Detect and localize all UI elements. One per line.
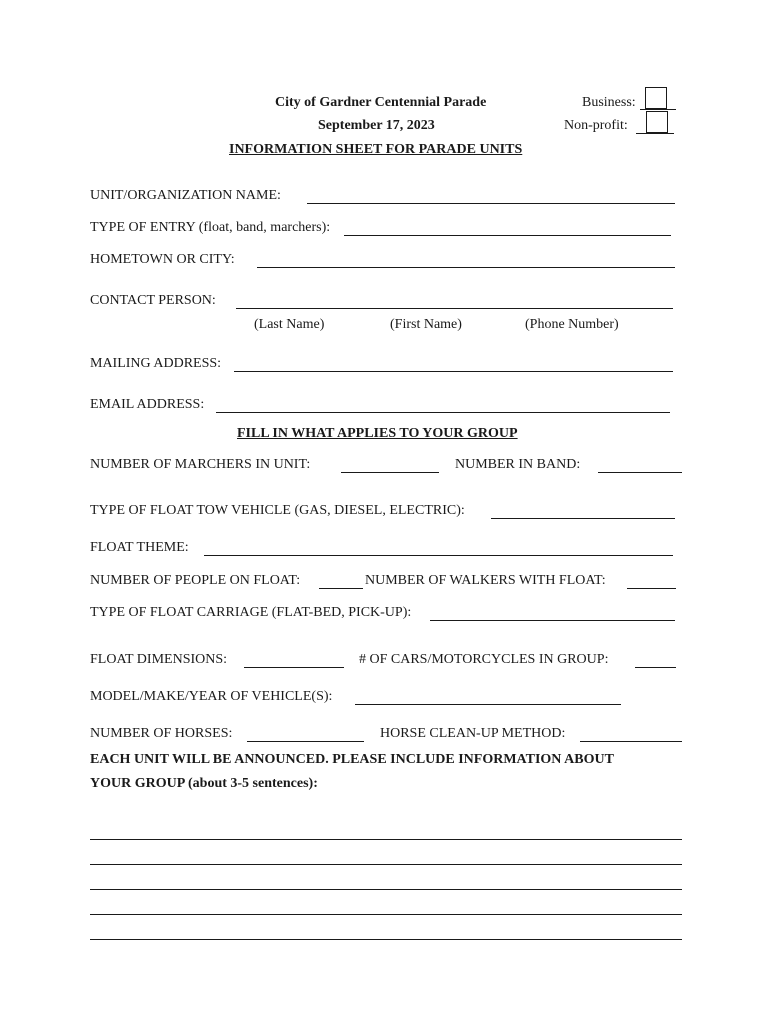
contact-person-field[interactable]	[236, 308, 673, 309]
description-line-2[interactable]	[90, 864, 682, 865]
last-name-caption: (Last Name)	[254, 317, 325, 332]
tow-vehicle-field[interactable]	[491, 518, 675, 519]
business-underline	[640, 109, 676, 110]
vehicle-info-label: MODEL/MAKE/YEAR OF VEHICLE(S):	[90, 689, 333, 704]
float-dimensions-label: FLOAT DIMENSIONS:	[90, 652, 228, 667]
cars-motorcycles-field[interactable]	[635, 667, 676, 668]
unit-name-label: UNIT/ORGANIZATION NAME:	[90, 188, 281, 203]
vehicle-info-field[interactable]	[355, 704, 621, 705]
phone-number-caption: (Phone Number)	[525, 317, 619, 332]
sheet-title: INFORMATION SHEET FOR PARADE UNITS	[229, 142, 523, 157]
unit-name-field[interactable]	[307, 203, 675, 204]
band-label: NUMBER IN BAND:	[455, 457, 581, 472]
float-theme-field[interactable]	[204, 555, 673, 556]
nonprofit-underline	[636, 133, 674, 134]
type-of-entry-label: TYPE OF ENTRY (float, band, marchers):	[90, 220, 331, 235]
email-address-field[interactable]	[216, 412, 670, 413]
float-carriage-label: TYPE OF FLOAT CARRIAGE (FLAT-BED, PICK-UP):	[90, 605, 412, 620]
type-of-entry-field[interactable]	[344, 235, 671, 236]
people-on-float-field[interactable]	[319, 588, 363, 589]
contact-person-label: CONTACT PERSON:	[90, 293, 216, 308]
marchers-label: NUMBER OF MARCHERS IN UNIT:	[90, 457, 311, 472]
announcement-line-2: YOUR GROUP (about 3-5 sentences):	[90, 776, 318, 791]
cars-motorcycles-label: # OF CARS/MOTORCYCLES IN GROUP:	[359, 652, 609, 667]
group-section-heading: FILL IN WHAT APPLIES TO YOUR GROUP	[237, 426, 518, 441]
band-field[interactable]	[598, 472, 682, 473]
description-line-5[interactable]	[90, 939, 682, 940]
float-carriage-field[interactable]	[430, 620, 675, 621]
float-theme-label: FLOAT THEME:	[90, 540, 189, 555]
horses-label: NUMBER OF HORSES:	[90, 726, 233, 741]
business-checkbox[interactable]	[645, 87, 667, 109]
horse-cleanup-field[interactable]	[580, 741, 682, 742]
horses-field[interactable]	[247, 741, 364, 742]
marchers-field[interactable]	[341, 472, 439, 473]
parade-date: September 17, 2023	[318, 118, 435, 133]
mailing-address-field[interactable]	[234, 371, 673, 372]
walkers-with-float-field[interactable]	[627, 588, 676, 589]
email-address-label: EMAIL ADDRESS:	[90, 397, 205, 412]
announcement-line-1: EACH UNIT WILL BE ANNOUNCED. PLEASE INCLUDE INFORMATION ABOUT	[90, 752, 614, 767]
nonprofit-checkbox[interactable]	[646, 111, 668, 133]
tow-vehicle-label: TYPE OF FLOAT TOW VEHICLE (GAS, DIESEL, ELECTRIC):	[90, 503, 465, 518]
people-on-float-label: NUMBER OF PEOPLE ON FLOAT:	[90, 573, 301, 588]
hometown-label: HOMETOWN OR CITY:	[90, 252, 235, 267]
description-line-1[interactable]	[90, 839, 682, 840]
nonprofit-label: Non-profit:	[564, 118, 628, 133]
description-line-4[interactable]	[90, 914, 682, 915]
parade-title: City of Gardner Centennial Parade	[275, 95, 487, 110]
mailing-address-label: MAILING ADDRESS:	[90, 356, 222, 371]
first-name-caption: (First Name)	[390, 317, 462, 332]
description-line-3[interactable]	[90, 889, 682, 890]
business-label: Business:	[582, 95, 636, 110]
hometown-field[interactable]	[257, 267, 675, 268]
float-dimensions-field[interactable]	[244, 667, 344, 668]
walkers-with-float-label: NUMBER OF WALKERS WITH FLOAT:	[365, 573, 606, 588]
horse-cleanup-label: HORSE CLEAN-UP METHOD:	[380, 726, 566, 741]
